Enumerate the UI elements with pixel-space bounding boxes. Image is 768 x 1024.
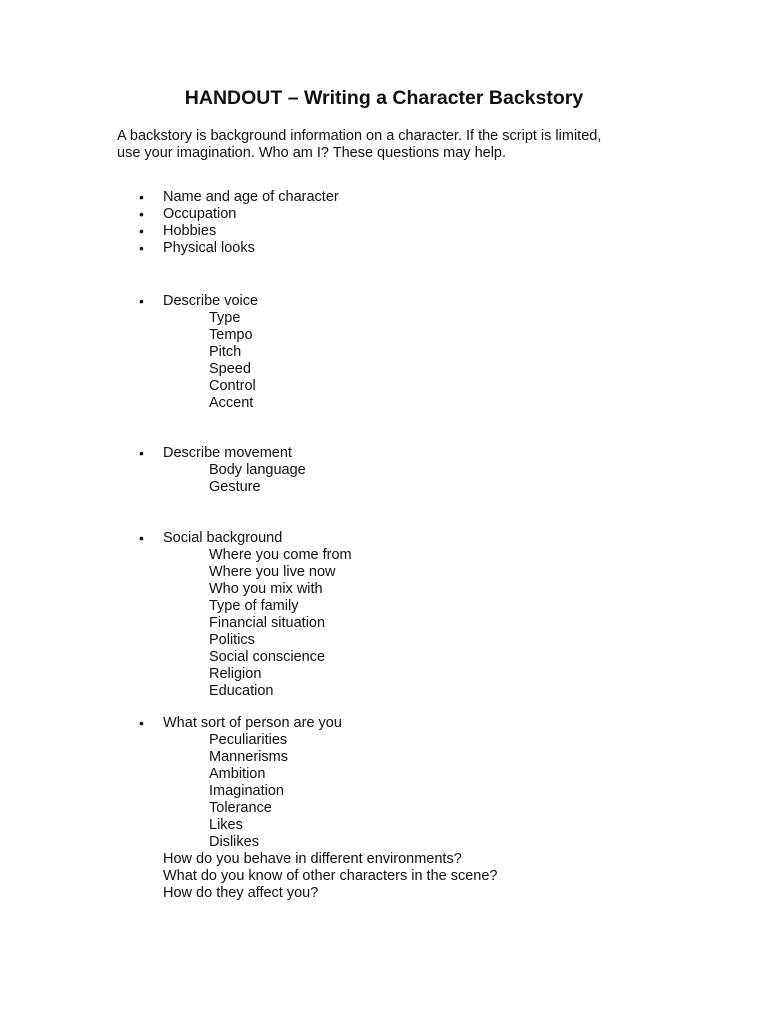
social-label: Social background xyxy=(163,530,283,546)
intro-line: A backstory is background information on a character. If the script is limited, xyxy=(117,128,602,144)
voice-label: Describe voice xyxy=(163,293,259,309)
sub-item xyxy=(0,800,768,817)
sub-item xyxy=(0,817,768,834)
section-heading xyxy=(0,445,768,462)
list-item-label: Hobbies xyxy=(163,223,217,239)
sub-item-label: Tolerance xyxy=(209,800,272,816)
bullet-icon: • xyxy=(139,206,144,222)
sub-item-label: Religion xyxy=(209,666,262,682)
sub-item xyxy=(0,581,768,598)
list-item-label: Physical looks xyxy=(163,240,255,256)
bullet-icon: • xyxy=(139,189,144,205)
intro-paragraph xyxy=(117,128,677,162)
sub-item xyxy=(0,547,768,564)
question-text: How do you behave in different environments? xyxy=(163,851,462,867)
sub-item-label: Gesture xyxy=(209,479,261,495)
sub-item-label: Dislikes xyxy=(209,834,259,850)
bullet-icon: • xyxy=(139,445,144,461)
sub-item-label: Mannerisms xyxy=(209,749,288,765)
sub-item xyxy=(0,395,768,412)
sub-item-label: Likes xyxy=(209,817,243,833)
sub-item xyxy=(0,462,768,479)
section-heading xyxy=(0,293,768,310)
bullet-icon: • xyxy=(139,293,144,309)
sub-item-label: Accent xyxy=(209,395,254,411)
sub-item xyxy=(0,564,768,581)
list-item xyxy=(0,206,768,223)
sub-item-label: Politics xyxy=(209,632,255,648)
list-item xyxy=(0,189,768,206)
sub-item xyxy=(0,649,768,666)
basic-info-list xyxy=(0,189,768,257)
sub-item-label: Pitch xyxy=(209,344,242,360)
sub-item xyxy=(0,732,768,749)
sub-item xyxy=(0,327,768,344)
sub-item xyxy=(0,598,768,615)
bullet-icon: • xyxy=(139,530,144,546)
voice-section xyxy=(0,293,768,412)
person-section xyxy=(0,715,768,902)
person-label: What sort of person are you xyxy=(163,715,342,731)
section-heading xyxy=(0,715,768,732)
sub-item-label: Where you come from xyxy=(209,547,352,563)
page-title: HANDOUT – Writing a Character Backstory xyxy=(184,87,584,109)
list-item-label: Name and age of character xyxy=(163,189,339,205)
section-heading xyxy=(0,530,768,547)
social-section xyxy=(0,530,768,700)
movement-label: Describe movement xyxy=(163,445,292,461)
sub-item-label: Ambition xyxy=(209,766,266,782)
question-item xyxy=(0,868,768,885)
sub-item-label: Financial situation xyxy=(209,615,326,631)
question-text: How do they affect you? xyxy=(163,885,319,901)
sub-item xyxy=(0,615,768,632)
bullet-icon: • xyxy=(139,223,144,239)
sub-item xyxy=(0,632,768,649)
sub-item-label: Body language xyxy=(209,462,306,478)
sub-item-label: Control xyxy=(209,378,256,394)
question-item xyxy=(0,885,768,902)
question-text: What do you know of other characters in the scene? xyxy=(163,868,498,884)
sub-item xyxy=(0,344,768,361)
sub-item xyxy=(0,749,768,766)
sub-item-label: Speed xyxy=(209,361,251,377)
sub-item-label: Who you mix with xyxy=(209,581,323,597)
sub-item xyxy=(0,783,768,800)
sub-item xyxy=(0,834,768,851)
sub-item-label: Tempo xyxy=(209,327,253,343)
sub-item-label: Imagination xyxy=(209,783,284,799)
list-item xyxy=(0,240,768,257)
sub-item xyxy=(0,479,768,496)
bullet-icon: • xyxy=(139,240,144,256)
sub-item xyxy=(0,361,768,378)
sub-item xyxy=(0,666,768,683)
sub-item-label: Type of family xyxy=(209,598,299,614)
question-item xyxy=(0,851,768,868)
sub-item-label: Education xyxy=(209,683,274,699)
sub-item-label: Peculiarities xyxy=(209,732,288,748)
list-item xyxy=(0,223,768,240)
sub-item xyxy=(0,766,768,783)
intro-line: use your imagination. Who am I? These questions may help. xyxy=(117,145,507,161)
sub-item xyxy=(0,310,768,327)
sub-item-label: Type xyxy=(209,310,241,326)
sub-item xyxy=(0,683,768,700)
sub-item-label: Social conscience xyxy=(209,649,326,665)
bullet-icon: • xyxy=(139,715,144,731)
movement-section xyxy=(0,445,768,496)
sub-item-label: Where you live now xyxy=(209,564,336,580)
list-item-label: Occupation xyxy=(163,206,237,222)
sub-item xyxy=(0,378,768,395)
